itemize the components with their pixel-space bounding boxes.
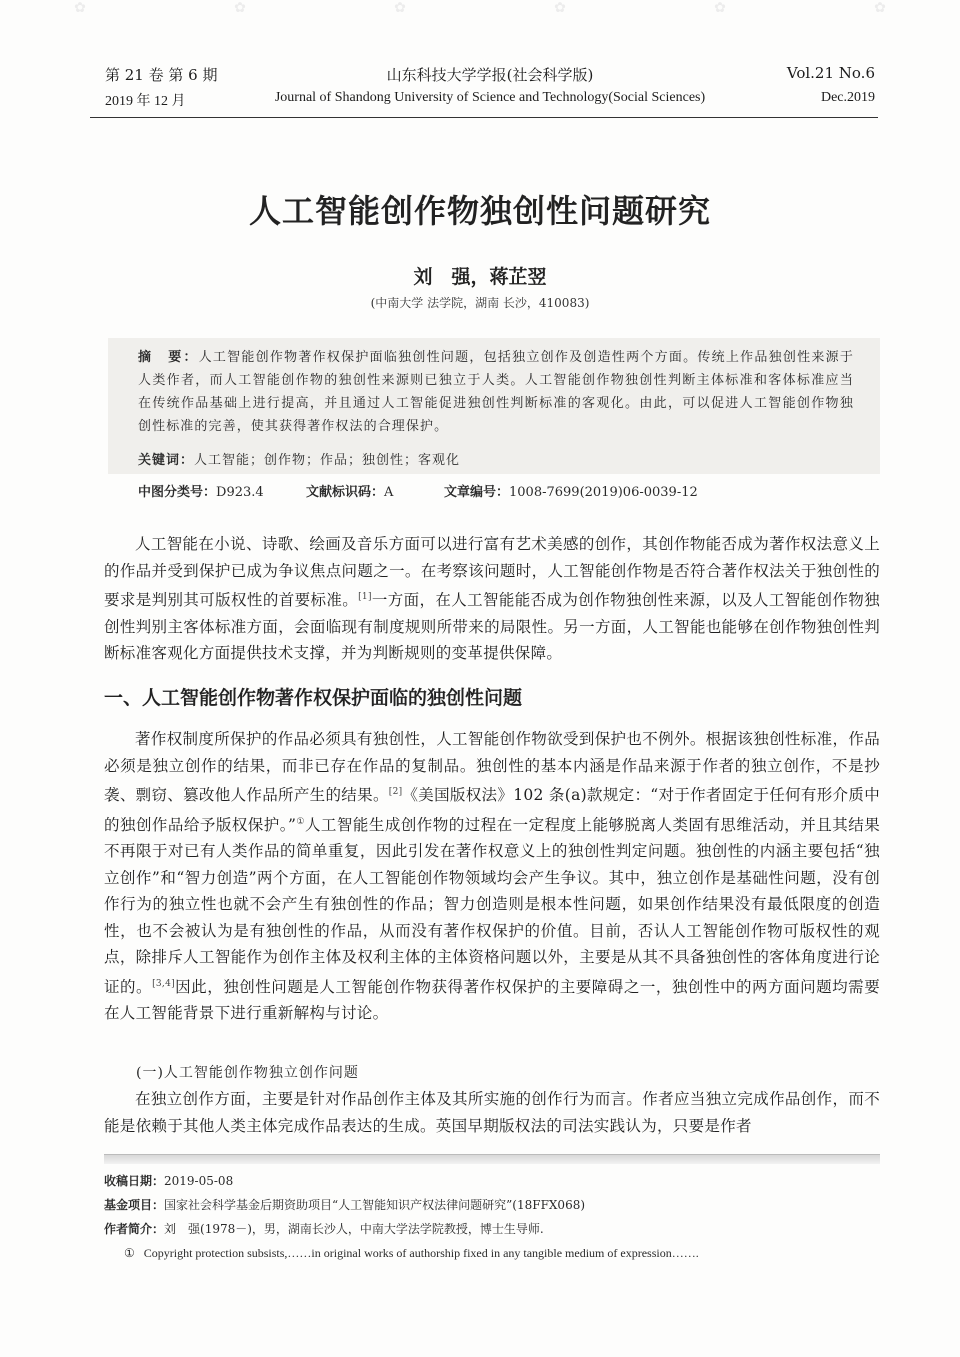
clc-number (138, 481, 264, 500)
watermark-mark: ✿ (714, 0, 726, 16)
subsection-paragraph: 在独立创作方面，主要是针对作品创作主体及其所实施的创作行为而言。作者应当独立完成作品创作，而不能是依赖于其他人类主体完成作品表达的生成。英国早期版权法的司法实践认为，只要是作者 (104, 1090, 880, 1135)
watermark-mark: ✿ (234, 0, 246, 16)
doc-code-value: A (384, 485, 394, 500)
abstract (138, 346, 854, 438)
watermark-band (0, 0, 960, 26)
intro-text-a: 人工智能在小说、诗歌、绘画及音乐方面可以进行富有艺术美感的创作，其创作物能否成为著作权法意义上的作品并受到保护已成为争议焦点问题之一。在考察该问题时，人工智能创作物是否符合著作权法关于独创性的要求是判别其可版权性的首要标准。 (104, 535, 880, 610)
received-label: 收稿日期： (104, 1174, 165, 1188)
watermark-mark: ✿ (554, 0, 566, 16)
citation-ref: [1] (358, 592, 372, 602)
running-header-line-2 (105, 90, 875, 114)
received-value: 2019-05-08 (164, 1174, 234, 1188)
volume-issue-en: Vol.21 No.6 (786, 64, 875, 82)
journal-name-en: Journal of Shandong University of Science and Technology(Social Sciences) (274, 90, 706, 105)
clc-label: 中图分类号： (138, 485, 217, 500)
article-authors: 刘 强，蒋芷翌 (413, 266, 547, 288)
article-no-value: 1008-7699(2019)06-0039-12 (509, 485, 698, 500)
citation-ref: [2] (388, 787, 403, 797)
received-date (104, 1172, 233, 1189)
abstract-label: 摘 要： (138, 350, 199, 365)
author-bio-label: 作者简介： (104, 1222, 165, 1236)
watermark-mark: ✿ (874, 0, 886, 16)
keywords-text: 人工智能；创作物；作品；独创性；客观化 (194, 453, 461, 468)
date-cn: 2019 年 12 月 (105, 94, 186, 109)
intro-paragraph (104, 531, 880, 667)
watermark-mark: ✿ (74, 0, 86, 16)
section-paragraph (104, 726, 880, 1027)
article-no-label: 文章编号： (444, 485, 510, 500)
section-heading: 一、人工智能创作物著作权保护面临的独创性问题 (104, 687, 523, 709)
fund-project (104, 1196, 585, 1213)
footnote-1 (124, 1246, 699, 1261)
fund-value: 国家社会科学基金后期资助项目“人工智能知识产权法律问题研究”(18FFX068) (164, 1198, 586, 1212)
running-header-line-1 (105, 64, 875, 88)
citation-ref: [3,4] (152, 978, 175, 989)
author-bio (104, 1220, 544, 1237)
footnote-ref: ① (296, 816, 305, 827)
author-bio-value: 刘 强(1978－)，男，湖南长沙人，中南大学法学院教授，博士生导师. (164, 1222, 544, 1236)
author-affiliation: (中南大学 法学院，湖南 长沙，410083) (370, 296, 590, 310)
fund-label: 基金项目： (104, 1198, 165, 1212)
clc-value: D923.4 (216, 485, 264, 500)
paragraph-text-a: 著作权制度所保护的作品必须具有独创性，人工智能创作物欲受到保护也不例外。根据该独创性标准，作品必须是独立创作的结果，而非已存在作品的复制品。独创性的基本内涵是作品来源于作者的独立创作，不是抄袭、剽窃、篡改他人作品所产生的结果。 (104, 730, 880, 805)
keywords (138, 449, 460, 468)
doc-code-label: 文献标识码： (306, 485, 385, 500)
volume-issue-cn: 第 21 卷 第 6 期 (105, 66, 218, 84)
footnote-divider (104, 1154, 880, 1164)
paragraph-text-d: 因此，独创性问题是人工智能创作物获得著作权保护的主要障碍之一，独创性中的两方面问题均需要在人工智能背景下进行重新解构与讨论。 (104, 977, 880, 1023)
date-en: Dec.2019 (820, 90, 875, 105)
abstract-text: 人工智能创作物著作权保护面临独创性问题，包括独立创作及创造性两个方面。传统上作品独创性来源于人类作者，而人工智能创作物的独创性来源则已独立于人类。人工智能创作物独创性判断主体标准和客体标准应当在传统作品基础上进行提高，并且通过人工智能促进独创性判断标准的客观化。由此，可以促进人工智能创作物独创性标准的完善，使其获得著作权法的合理保护。 (138, 350, 854, 434)
article-number (444, 481, 698, 500)
subsection-heading: (一)人工智能创作物独立创作问题 (136, 1065, 359, 1081)
document-code (306, 481, 393, 500)
paragraph-text-c: 人工智能生成创作物的过程在一定程度上能够脱离人类固有思维活动，并且其结果不再限于对已有人类作品的简单重复，因此引发在著作权意义上的独创性判定问题。独创性的内涵主要包括“独立创作”和“智力创造”两个方面，在人工智能创作物领域均会产生争议。其中，独立创作是基础性问题，没有创作行为的独立性也就不会产生有独创性的作品；智力创造则是根本性问题，如果创作结果没有最低限度的创造性，也不会被认为是有独创性的作品，从而没有著作权保护的价值。目前，否认人工智能创作物可版权性的观点，除排斥人工智能作为创作主体及权利主体的主体资格问题以外，主要是从其不具备独创性的客体角度进行论证的。 (104, 815, 880, 996)
keywords-label: 关键词： (138, 453, 195, 468)
watermark-mark: ✿ (394, 0, 406, 16)
footnote-mark: ① (124, 1246, 135, 1260)
intro-text-b: 一方面，在人工智能能否成为创作物独创性来源，以及人工智能创作物独创性判别主客体标准方面，会面临现有制度规则所带来的局限性。另一方面，人工智能也能够在创作物独创性判断标准客观化方面提供技术支撑，并为判断规则的变革提供保障。 (104, 591, 880, 663)
footnote-text: Copyright protection subsists,……in original works of authorship fixed in any tangible medium of expression……. (143, 1246, 699, 1260)
article-title: 人工智能创作物独创性问题研究 (248, 192, 711, 230)
header-divider (90, 117, 878, 118)
journal-name-cn: 山东科技大学学报(社会科学版) (386, 66, 594, 84)
paragraph-text-b: 《美国版权法》102 条(a)款规定：“对于作者固定于任何有形介质中的独创作品给予版权保护。” (104, 786, 880, 834)
